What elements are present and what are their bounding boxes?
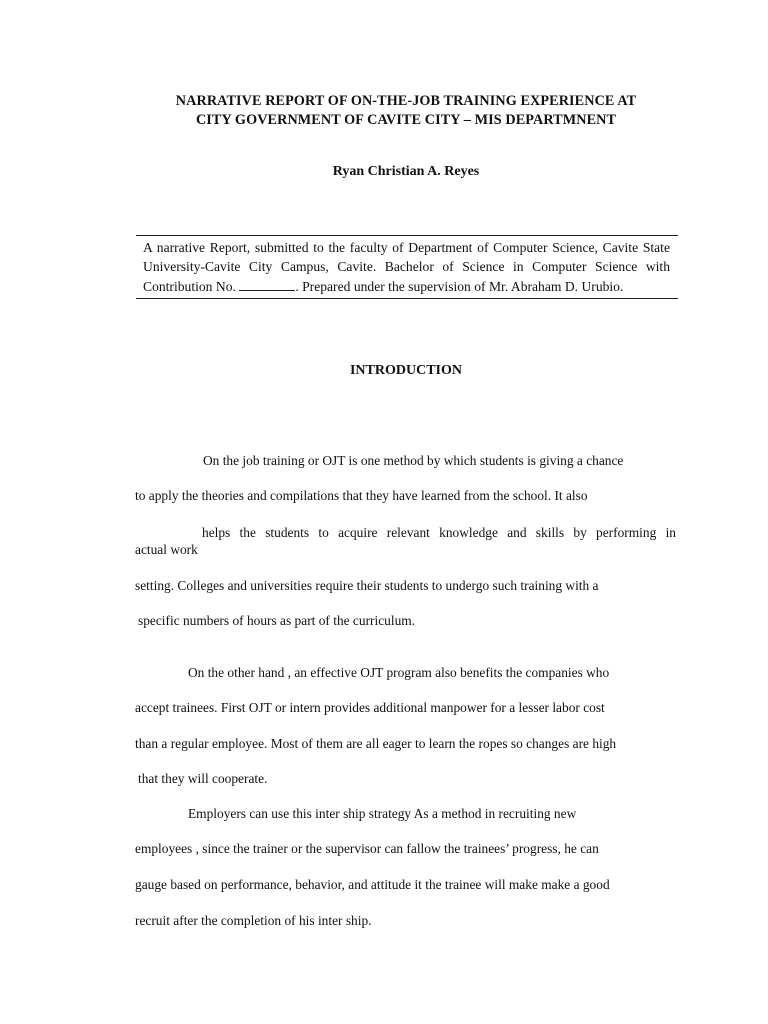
document-title xyxy=(100,92,712,130)
author-name: Ryan Christian A. Reyes xyxy=(332,164,480,179)
abstract-text-part1: A narrative Report, submitted to the faculty of Department of Computer Science, Cavite State University-Cavite City Campus, Cavite. Bachelor of Science in Computer Science with Contribution No. xyxy=(143,240,670,294)
title-line-2: CITY GOVERNMENT OF CAVITE CITY – MIS DEPARTMNENT xyxy=(195,112,617,128)
paragraph-line: Employers can use this inter ship strategy As a method in recruiting new xyxy=(188,806,577,821)
contribution-number-blank xyxy=(239,279,295,291)
paragraph-line: On the job training or OJT is one method by which students is giving a chance xyxy=(203,453,624,468)
paragraph-line: employees , since the trainer or the supervisor can fallow the trainees’ progress, he can xyxy=(135,841,599,856)
paragraph-line: actual work xyxy=(135,542,198,557)
paragraph-line: that they will cooperate. xyxy=(138,771,268,786)
paragraph-line: to apply the theories and compilations that they have learned from the school. It also xyxy=(135,488,588,503)
paragraph-line: than a regular employee. Most of them are all eager to learn the ropes so changes are high xyxy=(135,736,617,751)
abstract-box xyxy=(136,235,678,299)
paragraph-line: specific numbers of hours as part of the curriculum. xyxy=(138,613,416,628)
abstract-text-part2: . Prepared under the supervision of Mr. Abraham D. Urubio. xyxy=(295,278,624,294)
paragraph-line: accept trainees. First OJT or intern provides additional manpower for a lesser labor cost xyxy=(135,700,605,715)
paragraph-line: gauge based on performance, behavior, and attitude it the trainee will make make a good xyxy=(135,877,610,892)
title-line-1: NARRATIVE REPORT OF ON-THE-JOB TRAINING EXPERIENCE AT xyxy=(175,93,637,109)
paragraph-line: recruit after the completion of his inter ship. xyxy=(135,913,372,928)
paragraph-line: setting. Colleges and universities require their students to undergo such training with a xyxy=(135,578,599,593)
section-heading: INTRODUCTION xyxy=(349,363,462,378)
paragraph-line: helps the students to acquire relevant knowledge and skills by performing in xyxy=(202,525,676,540)
paragraph-line: On the other hand , an effective OJT program also benefits the companies who xyxy=(188,665,610,680)
